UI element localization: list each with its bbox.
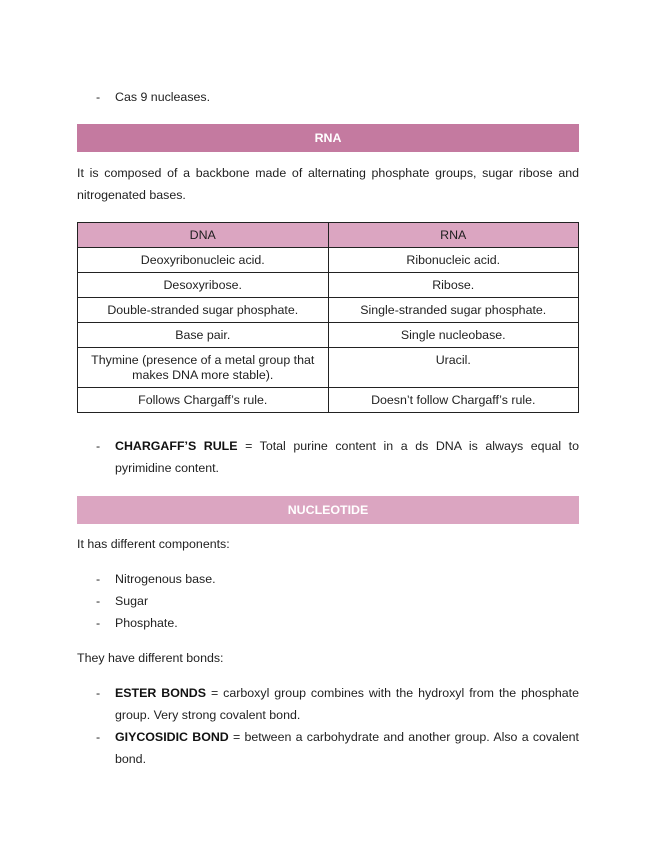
table-row [78, 248, 579, 273]
components-list [77, 568, 579, 634]
chargaff-rule-note [77, 435, 579, 479]
table-cell: Desoxyribose. [78, 273, 329, 298]
table-cell: Deoxyribonucleic acid. [78, 248, 329, 273]
list-item [77, 612, 579, 634]
section-heading-nucleotide [77, 496, 579, 524]
bullet-dash: - [96, 439, 101, 453]
definition-text: = carboxyl group combines with the hydroxyl from the phosphate group. Very strong covalent bond. [115, 686, 579, 722]
bullet-dash: - [96, 686, 101, 700]
term-chargaff-rule: CHARGAFF’S RULE [115, 439, 238, 453]
list-item-text: Phosphate. [115, 616, 178, 630]
term-ester-bonds: ESTER BONDS [115, 686, 207, 700]
bullet-dash: - [96, 90, 101, 104]
bullet-dash: - [96, 594, 101, 608]
section-heading-text: RNA [314, 131, 342, 145]
definition-text: = Total purine content in a ds DNA is always equal to pyrimidine content. [115, 439, 579, 475]
table-cell: Single nucleobase. [328, 323, 579, 348]
list-item [77, 726, 579, 770]
table-cell: Ribonucleic acid. [328, 248, 579, 273]
bonds-intro: They have different bonds: [77, 651, 224, 665]
section-heading-rna [77, 124, 579, 152]
list-item-text: Nitrogenous base. [115, 572, 216, 586]
table-cell: Thymine (presence of a metal group that makes DNA more stable). [78, 348, 329, 388]
table-row [78, 388, 579, 413]
bonds-list [77, 682, 579, 770]
list-item-text: Cas 9 nucleases. [115, 90, 211, 104]
table-cell: Follows Chargaff’s rule. [78, 388, 329, 413]
table-row [78, 348, 579, 388]
bullet-dash: - [96, 730, 101, 744]
bullet-dash: - [96, 616, 101, 630]
list-item [77, 86, 617, 108]
table-cell: Ribose. [328, 273, 579, 298]
section-heading-text: NUCLEOTIDE [287, 503, 369, 517]
definition-text: = between a carbohydrate and another group. Also a covalent bond. [115, 730, 579, 766]
term-glycosidic-bond: GIYCOSIDIC BOND [115, 730, 229, 744]
table-cell: Doesn’t follow Chargaff’s rule. [328, 388, 579, 413]
rna-intro-paragraph: It is composed of a backbone made of alternating phosphate groups, sugar ribose and nitrogenated bases. [77, 166, 579, 202]
dna-rna-comparison-table [77, 222, 579, 413]
list-item [77, 682, 579, 726]
table-row [78, 323, 579, 348]
table-cell: Uracil. [328, 348, 579, 388]
components-intro: It has different components: [77, 537, 230, 551]
table-cell: Single-stranded sugar phosphate. [328, 298, 579, 323]
column-header-dna: DNA [78, 223, 329, 248]
table-cell: Base pair. [78, 323, 329, 348]
column-header-rna: RNA [328, 223, 579, 248]
table-row [78, 298, 579, 323]
table-header-row [78, 223, 579, 248]
list-item [77, 568, 579, 590]
table-row [78, 273, 579, 298]
list-item [77, 590, 579, 612]
list-item-text: Sugar [115, 594, 149, 608]
bullet-dash: - [96, 572, 101, 586]
table-cell: Double-stranded sugar phosphate. [78, 298, 329, 323]
